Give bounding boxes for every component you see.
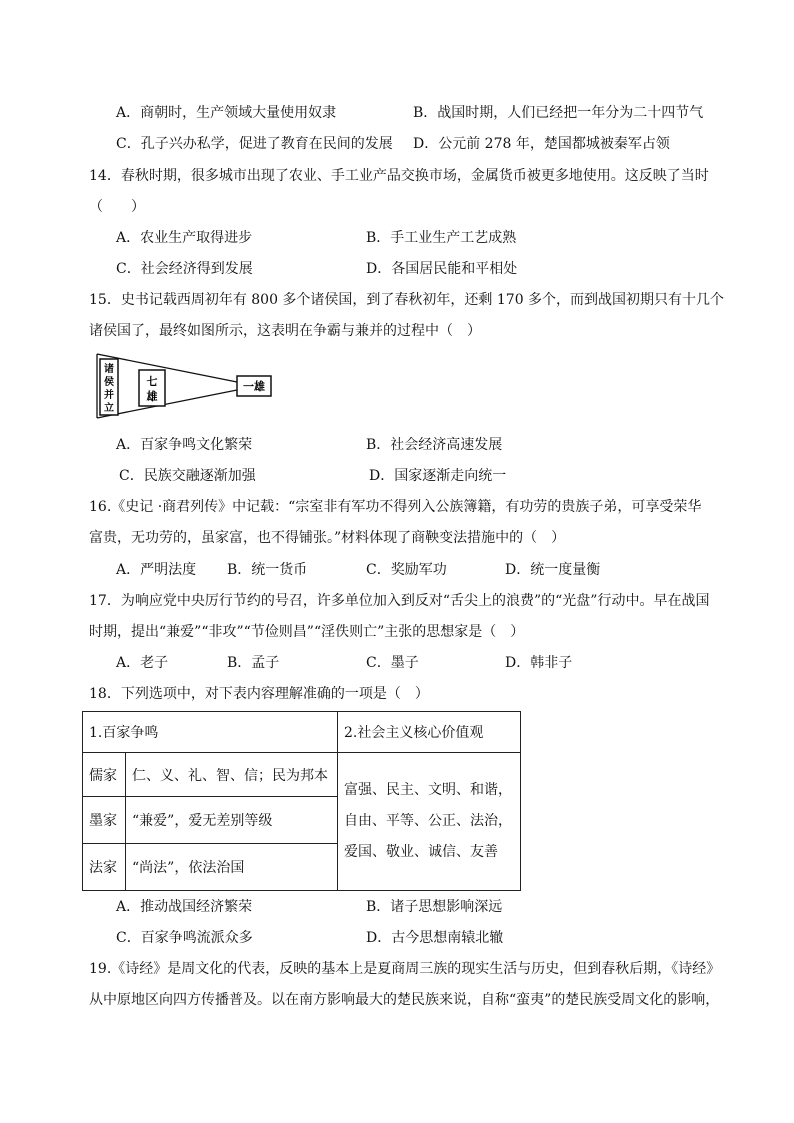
- core-values-line-3: 爱国、敬业、诚信、友善: [344, 844, 498, 860]
- middle-label-char-1: 七: [146, 375, 158, 388]
- q14-stem-line2: （ ）: [89, 199, 145, 215]
- q17-option-c: C．墨子: [366, 655, 419, 671]
- q13-option-d: D．公元前 278 年，楚国都城被秦军占领: [413, 136, 670, 152]
- funnel-svg: [95, 352, 285, 422]
- q16-option-c: C．奖励军功: [366, 562, 447, 578]
- q14-stem-line1: 14．春秋时期，很多城市出现了农业、手工业产品交换市场，金属货币被更多地使用。这反映了当时: [89, 168, 709, 184]
- q17-stem-line1: 17．为响应党中央厉行节约的号召，许多单位加入到反对“舌尖上的浪费”的“光盘”行动中。早在战国: [89, 593, 710, 609]
- left-label-char-3: 并: [104, 390, 114, 401]
- school-content: “尚法”，依法治国: [126, 844, 338, 891]
- q16-option-b: B．统一货币: [227, 562, 308, 578]
- core-values-cell: [338, 753, 521, 891]
- left-label-char-1: 诸: [104, 364, 114, 375]
- table-header-left: 1.百家争鸣: [83, 712, 338, 753]
- q18-stem: 18．下列选项中，对下表内容理解准确的一项是（ ）: [89, 686, 429, 702]
- q15-option-a: A．百家争鸣文化繁荣: [116, 437, 253, 453]
- left-label-char-4: 立: [104, 403, 114, 414]
- q15-stem-line1: 15．史书记载西周初年有 800 多个诸侯国，到了春秋初年，还剩 170 多个，而到战国初期只有十几个: [89, 292, 725, 308]
- q18-option-c: C．百家争鸣流派众多: [116, 930, 253, 946]
- q17-stem-line2: 时期，提出“兼爱”“非攻”“节俭则昌”“淫佚则亡”主张的思想家是（ ）: [89, 624, 525, 640]
- q17-option-a: A．老子: [116, 655, 169, 671]
- school-name: 儒家: [83, 753, 126, 797]
- school-name: 法家: [83, 844, 126, 891]
- q16-stem-line2: 富贵，无功劳的，虽家富，也不得铺张。”材料体现了商鞅变法措施中的（ ）: [89, 530, 566, 546]
- q18-option-a: A．推动战国经济繁荣: [116, 899, 253, 915]
- q14-option-b: B．手工业生产工艺成熟: [366, 230, 517, 246]
- funnel-diagram: [95, 352, 285, 422]
- q17-option-d: D．韩非子: [505, 655, 573, 671]
- q16-stem-line1: 16.《史记 ·商君列传》中记载：“宗室非有军功不得列入公族簿籍，有功劳的贵族子弟，可享受荣华: [89, 499, 702, 515]
- q18-option-d: D．古今思想南辕北辙: [366, 930, 504, 946]
- q17-option-b: B．孟子: [227, 655, 280, 671]
- q14-option-d: D．各国居民能和平相处: [366, 261, 518, 277]
- q16-option-d: D．统一度量衡: [505, 562, 601, 578]
- left-label-char-2: 侯: [104, 377, 114, 388]
- comparison-table: [82, 711, 521, 891]
- q15-stem-line2: 诸侯国了，最终如图所示，这表明在争霸与兼并的过程中（ ）: [89, 323, 481, 339]
- q13-option-b: B．战国时期，人们已经把一年分为二十四节气: [413, 105, 704, 121]
- q16-option-a: A．严明法度: [116, 562, 197, 578]
- core-values-line-1: 富强、民主、文明、和谐，: [344, 782, 512, 798]
- school-content: 仁、义、礼、智、信；民为邦本: [126, 753, 338, 797]
- core-values-line-2: 自由、平等、公正、法治，: [344, 813, 512, 829]
- q15-option-d: D．国家逐渐走向统一: [369, 468, 507, 484]
- right-label: 一雄: [243, 380, 265, 393]
- middle-label-char-2: 雄: [146, 390, 158, 403]
- q15-option-c: C．民族交融逐渐加强: [119, 468, 256, 484]
- q14-option-c: C．社会经济得到发展: [116, 261, 253, 277]
- q14-option-a: A．农业生产取得进步: [116, 230, 253, 246]
- q13-option-a: A．商朝时，生产领域大量使用奴隶: [116, 105, 337, 121]
- school-name: 墨家: [83, 797, 126, 844]
- school-content: “兼爱”，爱无差别等级: [126, 797, 338, 844]
- q19-stem-line2: 从中原地区向四方传播普及。以在南方影响最大的楚民族来说，自称“蛮夷”的楚民族受周文化的影响，: [89, 992, 720, 1008]
- q13-option-c: C．孔子兴办私学，促进了教育在民间的发展: [116, 136, 393, 152]
- table-row: [83, 753, 521, 797]
- q19-stem-line1: 19.《诗经》是周文化的代表，反映的基本上是夏商周三族的现实生活与历史，但到春秋后期，《诗经》: [89, 961, 721, 977]
- table-header-right: 2.社会主义核心价值观: [338, 712, 521, 753]
- q15-option-b: B．社会经济高速发展: [366, 437, 503, 453]
- q18-option-b: B．诸子思想影响深远: [366, 899, 503, 915]
